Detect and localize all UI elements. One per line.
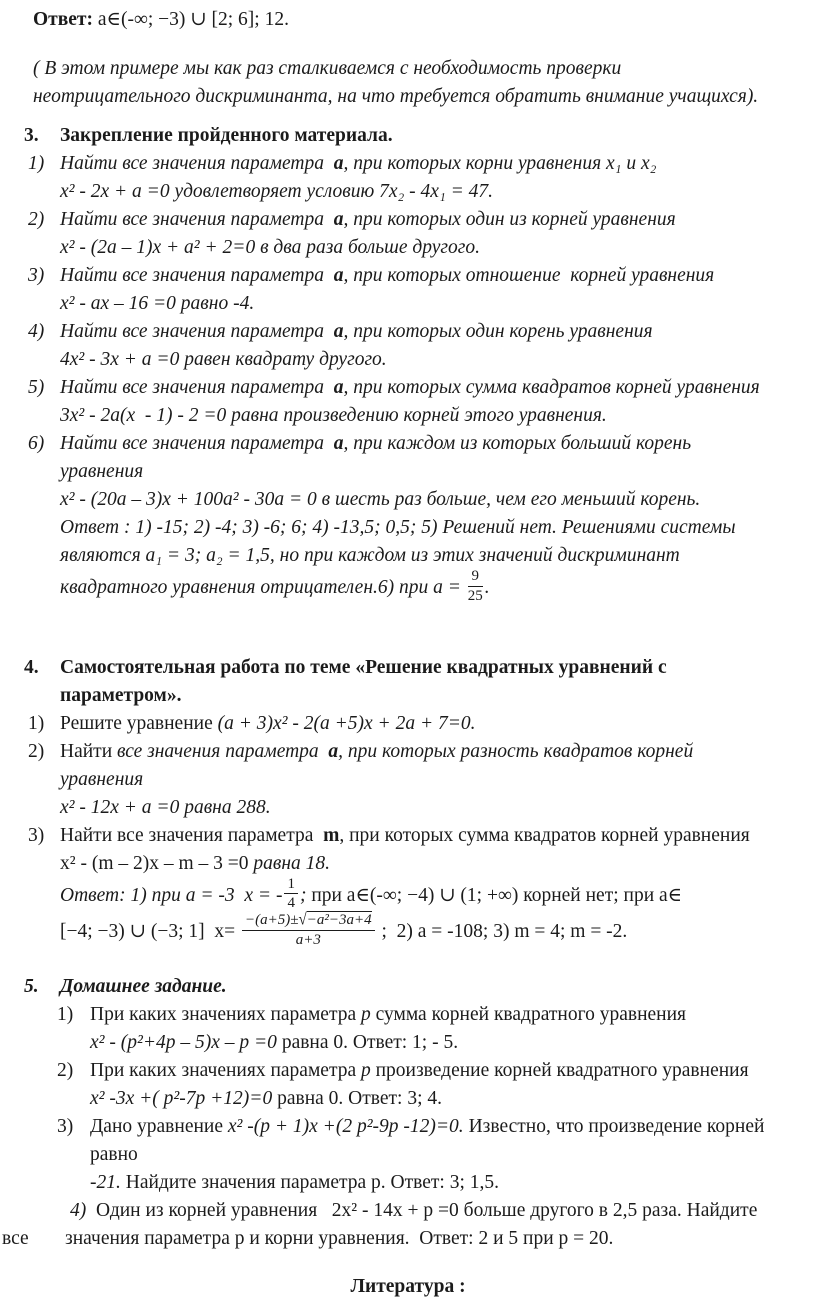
task-4-2-line-1 <box>0 738 816 766</box>
text-run: Ответ : 1) -15; 2) -4; 3) -6; 6; 4) -13,5; 0,5; 5) Решений нет. Решениями системы <box>60 517 736 538</box>
text-run: −(a+5)± <box>245 912 299 929</box>
text-run: , при которых отношение корней уравнения <box>343 265 715 286</box>
note-line-1 <box>0 55 816 83</box>
list-marker: 2) <box>28 209 45 230</box>
fraction-numerator <box>468 568 483 587</box>
task-3-5-line-2 <box>0 402 816 430</box>
text-run: Домашнее задание. <box>60 975 227 997</box>
text-run: Решите уравнение <box>60 712 218 734</box>
list-marker: 4) <box>70 1199 87 1221</box>
list-marker: все <box>2 1227 29 1249</box>
text-run: , при которых разность квадратов корней <box>338 740 694 762</box>
fraction-denominator <box>468 587 483 605</box>
text-run: а <box>333 377 344 398</box>
text-run: Найти все значения параметра <box>60 321 334 342</box>
task-3-answers-line-3 <box>0 570 816 607</box>
task-5-3-line-1 <box>0 1113 816 1141</box>
text-run: Найти все значения параметра <box>60 209 334 230</box>
task-5-4-line-1 <box>0 1197 816 1225</box>
task-3-1-line-2 <box>0 178 816 206</box>
text-run: p <box>360 1003 371 1025</box>
text-run: Найти все значения параметра <box>60 153 334 174</box>
text-run: ; 2) a = -108; 3) m = 4; m = -2. <box>376 920 628 942</box>
text-run: a∈(-∞; −3) ∪ [2; 6]; 12. <box>97 9 289 30</box>
text-run: x² -(p + 1)x +(2 p²-9p -12)=0. <box>227 1115 464 1137</box>
literature-heading <box>0 1273 816 1301</box>
text-run: Найти все значения параметра <box>60 265 334 286</box>
task-5-1-line-2 <box>0 1029 816 1057</box>
list-marker: 1) <box>28 153 45 174</box>
task-3-1-line-1 <box>0 150 816 178</box>
task-5-1-line-1 <box>0 1001 816 1029</box>
text-run: ( В этом примере мы как раз сталкиваемся с необходимость проверки <box>33 58 622 79</box>
section-5-heading <box>0 973 816 1001</box>
text-run: Литература : <box>350 1275 466 1297</box>
text-run: Ответ: <box>33 9 98 30</box>
text-run: а <box>333 433 344 454</box>
text-run: x² - 12x + a =0 равна 288. <box>60 796 271 818</box>
text-run: x² - (2a – 1)x + a² + 2=0 в два раза больше другого. <box>60 237 481 258</box>
text-run: Закрепление пройденного материала. <box>60 125 393 146</box>
fraction-denominator <box>284 894 298 912</box>
text-run: Найти <box>60 740 118 762</box>
text-run: уравнения <box>60 768 144 790</box>
text-run: [−4; −3) ∪ (−3; 1] x= <box>60 920 241 942</box>
task-3-4-line-2 <box>0 346 816 374</box>
task-4-1-line-1 <box>0 710 816 738</box>
text-run: Найти все значения параметра <box>60 824 324 846</box>
text-run: равна 18. <box>253 852 331 874</box>
list-marker: 6) <box>28 433 45 454</box>
text-run: (a + 3)x² - 2(a +5)x + 2a + 7=0. <box>217 712 476 734</box>
task-4-3-line-2 <box>0 850 816 878</box>
fraction <box>240 912 377 949</box>
text-run: являются a₁ = 3; a₂ = 1,5, но при каждом из этих значений дискриминант <box>60 545 680 566</box>
fraction-numerator <box>284 876 298 895</box>
text-run: равна 0. Ответ: 3; 4. <box>277 1087 442 1109</box>
text-run: 4x² - 3x + a =0 равен квадрату другого. <box>60 349 387 370</box>
task-5-2-line-2 <box>0 1085 816 1113</box>
task-3-4-line-1 <box>0 318 816 346</box>
list-marker: 2) <box>57 1059 74 1081</box>
task-3-5-line-1 <box>0 374 816 402</box>
text-run: , при которых один из корней уравнения <box>343 209 676 230</box>
fraction <box>466 568 485 605</box>
text-run: все значения параметра <box>117 740 329 762</box>
text-run: При каких значениях параметра <box>90 1059 361 1081</box>
text-run: -21. <box>90 1171 121 1193</box>
text-run: Ответ: 1) при a = -3 x = - <box>60 884 283 906</box>
fraction-numerator <box>242 912 375 931</box>
text-run: x² - ax – 16 =0 равно -4. <box>60 293 255 314</box>
text-run: а <box>333 321 344 342</box>
text-run: равна 0. Ответ: 1; - 5. <box>281 1031 459 1053</box>
text-run: 9 <box>471 568 480 584</box>
text-run: , при которых один корень уравнения <box>343 321 653 342</box>
text-run: Самостоятельная работа по теме «Решение квадратных уравнений с <box>60 656 667 678</box>
task-4-3-line-1 <box>0 822 816 850</box>
text-run: Найдите значения параметра p. Ответ: 3; 1,5. <box>120 1171 500 1193</box>
text-run: сумма корней квадратного уравнения <box>370 1003 687 1025</box>
text-run: При каких значениях параметра <box>90 1003 361 1025</box>
text-run: a+3 <box>295 931 321 948</box>
section-4-heading-line-1 <box>0 654 816 682</box>
list-marker: 3. <box>24 125 39 146</box>
list-marker: 1) <box>28 712 45 734</box>
section-4-heading-line-2 <box>0 682 816 710</box>
list-marker: 4. <box>24 656 39 678</box>
list-marker: 3) <box>28 824 45 846</box>
answer-line <box>0 6 816 34</box>
text-run: 3x² - 2a(x - 1) - 2 =0 равна произведению корней этого уравнения. <box>60 405 607 426</box>
task-3-6-line-1 <box>0 430 816 458</box>
list-marker: 3) <box>28 265 45 286</box>
fraction <box>282 876 300 913</box>
task-3-6-line-3 <box>0 486 816 514</box>
text-run: квадратного уравнения отрицателен.6) при a = <box>60 576 466 598</box>
text-run: 4 <box>287 895 295 912</box>
task-5-2-line-1 <box>0 1057 816 1085</box>
text-run: Найти все значения параметра <box>60 433 334 454</box>
text-run: а <box>333 153 344 174</box>
text-run: x² - (p²+4p – 5)x – p =0 <box>90 1031 282 1053</box>
list-marker: 3) <box>57 1115 74 1137</box>
task-3-6-line-2 <box>0 458 816 486</box>
list-marker: 2) <box>28 740 45 762</box>
text-run: p <box>360 1059 371 1081</box>
sqrt-expression <box>298 912 371 928</box>
task-4-2-line-3 <box>0 794 816 822</box>
text-run: x² - (20a – 3)x + 100a² - 30a = 0 в шесть раз больше, чем его меньший корень. <box>60 489 701 510</box>
radicand: −a²−3a+4 <box>306 912 372 929</box>
task-3-2-line-1 <box>0 206 816 234</box>
task-3-3-line-1 <box>0 262 816 290</box>
note-line-2 <box>0 83 816 111</box>
task-3-2-line-2 <box>0 234 816 262</box>
radical-sign-icon: √ <box>298 911 307 930</box>
text-run: 25 <box>467 587 483 604</box>
text-run: x² - (m – 2)x – m – 3 =0 <box>60 852 254 874</box>
text-run: m <box>323 824 340 846</box>
text-run: , при которых сумма квадратов корней уравнения <box>339 824 750 846</box>
fraction-denominator <box>242 931 375 949</box>
text-run: Один из корней уравнения 2x² - 14x + p =0 больше другого в 2,5 раза. Найдите <box>96 1199 758 1221</box>
text-run: а <box>333 265 344 286</box>
task-3-3-line-2 <box>0 290 816 318</box>
task-5-4-line-2 <box>0 1225 816 1253</box>
text-run: а <box>333 209 344 230</box>
text-run: x² - 2x + a =0 удовлетворяет условию 7x₂ - 4x₁ = 47. <box>60 181 494 202</box>
task-5-3-line-2 <box>0 1141 816 1169</box>
text-run: Дано уравнение <box>90 1115 228 1137</box>
text-run: произведение корней квадратного уравнения <box>370 1059 749 1081</box>
task-3-answers-line-2 <box>0 542 816 570</box>
text-run: Известно, что произведение корней <box>463 1115 765 1137</box>
text-run: неотрицательного дискриминанта, на что требуется обратить внимание учащихся). <box>33 86 759 107</box>
text-run: равно <box>90 1143 138 1165</box>
text-run: ; <box>299 884 307 906</box>
task-4-2-line-2 <box>0 766 816 794</box>
text-run: а <box>328 740 339 762</box>
text-run: . <box>484 576 490 598</box>
list-marker: 5) <box>28 377 45 398</box>
section-3-heading <box>0 122 816 150</box>
list-marker: 1) <box>57 1003 74 1025</box>
text-run: , при каждом из которых больший корень <box>343 433 692 454</box>
list-marker: 4) <box>28 321 45 342</box>
text-run: значения параметра p и корни уравнения. Ответ: 2 и 5 при p = 20. <box>65 1227 614 1249</box>
list-marker: 5. <box>24 975 39 997</box>
task-4-answers-line-2 <box>0 911 816 951</box>
text-run: при a∈(-∞; −4) ∪ (1; +∞) корней нет; при a∈ <box>306 884 683 906</box>
text-run: уравнения <box>60 461 144 482</box>
text-run: Найти все значения параметра <box>60 377 334 398</box>
text-run: x² -3x +( p²-7p +12)=0 <box>90 1087 278 1109</box>
text-run: 1 <box>287 875 295 892</box>
task-3-answers-line-1 <box>0 514 816 542</box>
text-run: параметром». <box>60 684 182 706</box>
text-run: , при которых корни уравнения x₁ и x₂ <box>343 153 657 174</box>
text-run: , при которых сумма квадратов корней уравнения <box>343 377 760 398</box>
task-5-3-line-3 <box>0 1169 816 1197</box>
task-4-answers-line-1 <box>0 875 816 915</box>
